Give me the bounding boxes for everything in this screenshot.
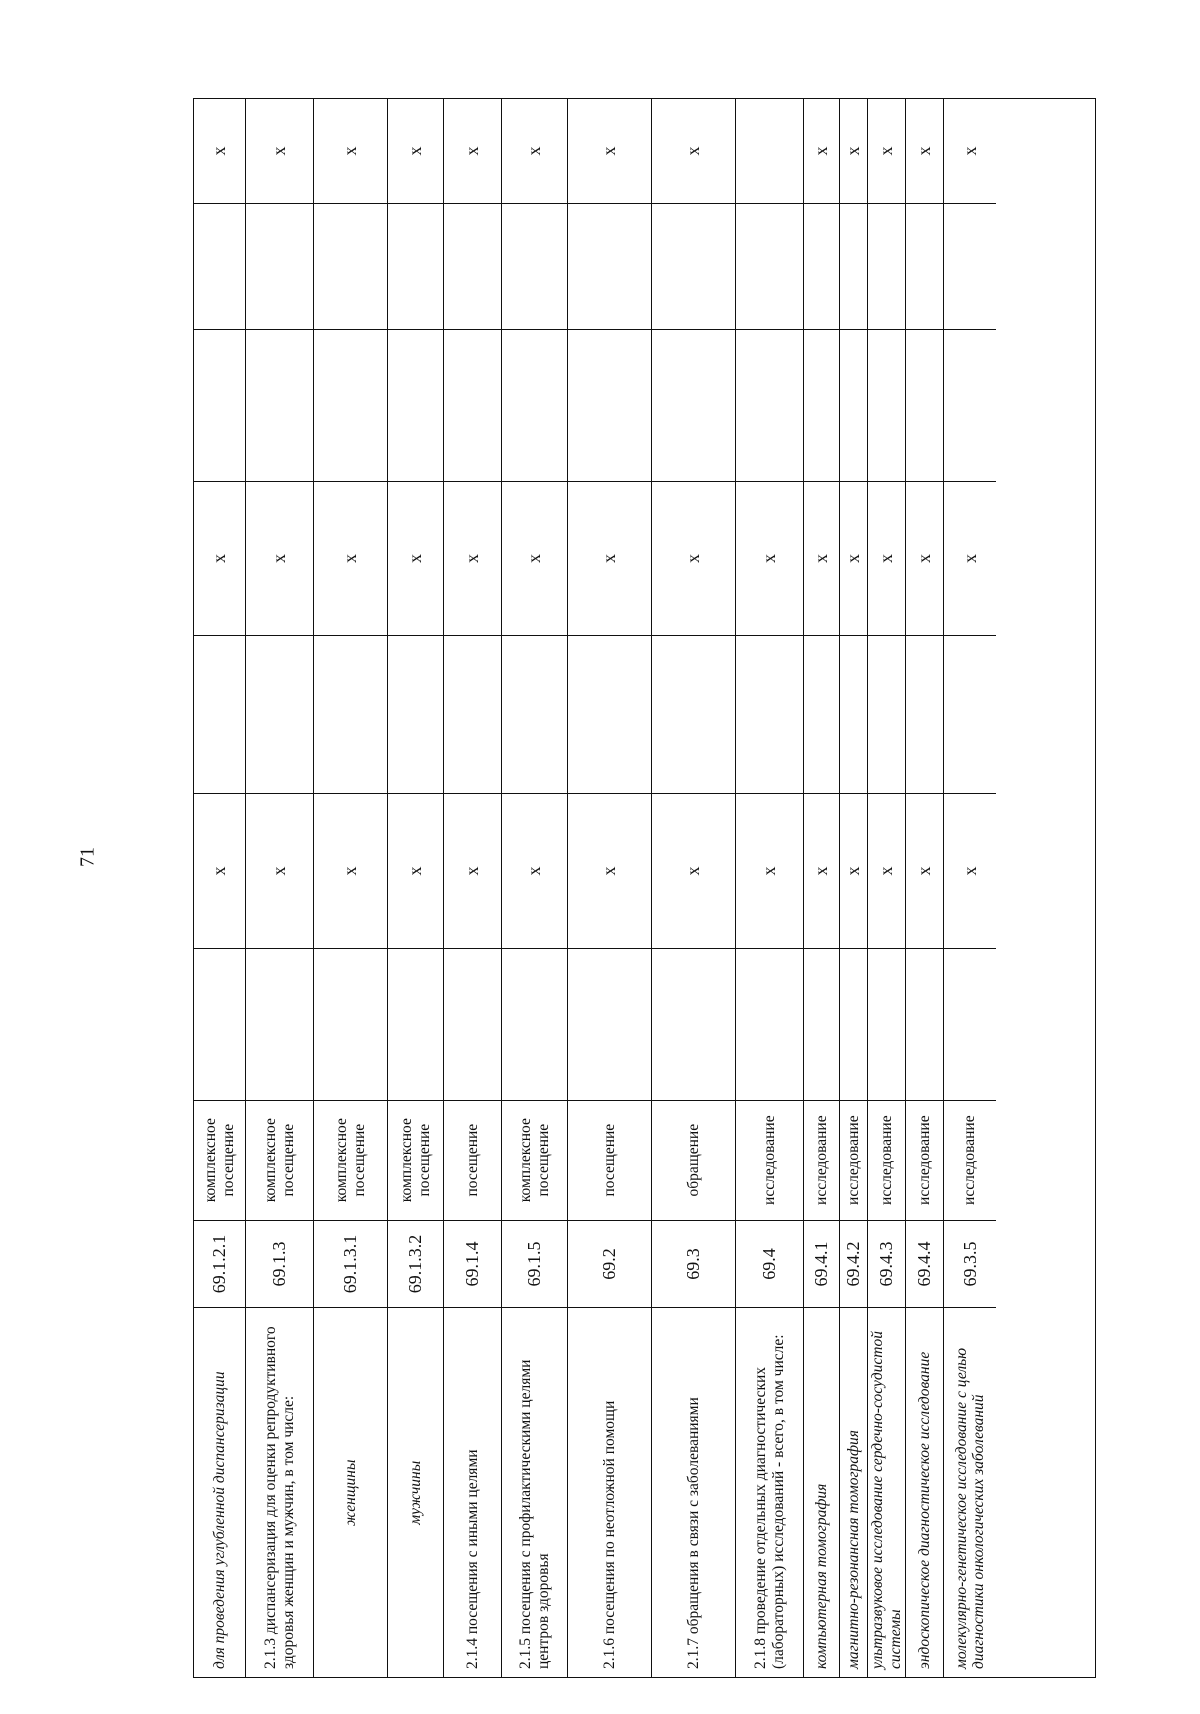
row-value xyxy=(246,635,313,793)
row-code: 69.1.3 xyxy=(246,1220,313,1308)
row-code: 69.3.5 xyxy=(944,1220,996,1308)
row-value: х xyxy=(599,146,620,156)
table-row xyxy=(736,99,804,1677)
row-label: магнитно-резонансная томография xyxy=(840,1308,867,1678)
row-value xyxy=(868,948,905,1100)
row-value: х xyxy=(502,481,567,636)
row-value xyxy=(568,635,651,793)
row-code: 69.2 xyxy=(568,1220,651,1308)
row-unit: исследование xyxy=(944,1100,996,1220)
table-row xyxy=(388,99,444,1677)
row-value: х xyxy=(269,146,290,156)
row-value xyxy=(840,329,867,481)
row-value: х xyxy=(568,793,651,948)
table-row xyxy=(568,99,652,1677)
row-value xyxy=(840,203,867,329)
row-value: х xyxy=(444,793,501,948)
row-value: х xyxy=(840,481,867,636)
row-unit: комплексное посещение xyxy=(246,1100,313,1220)
row-value xyxy=(804,948,839,1100)
row-value xyxy=(868,203,905,329)
row-label: 2.1.7 обращения в связи с заболеваниями xyxy=(652,1308,735,1678)
table-row xyxy=(246,99,314,1677)
row-value xyxy=(314,329,387,481)
table-row xyxy=(906,99,944,1677)
row-value: х xyxy=(405,146,426,156)
row-code: 69.1.3.2 xyxy=(388,1220,443,1308)
row-label: 2.1.3 диспансеризация для оценки репродуктивного здоровья женщин и мужчин, в том числе: xyxy=(246,1308,313,1678)
row-label: 2.1.8 проведение отдельных диагностических (лабораторных) исследований - всего, в том числе: xyxy=(736,1308,803,1678)
row-unit: исследование xyxy=(804,1100,839,1220)
row-value xyxy=(652,203,735,329)
row-value xyxy=(804,635,839,793)
row-code: 69.1.4 xyxy=(444,1220,501,1308)
row-value: х xyxy=(462,146,483,156)
row-value: х xyxy=(246,793,313,948)
row-value xyxy=(804,329,839,481)
row-value xyxy=(652,635,735,793)
table-row xyxy=(868,99,906,1677)
row-value xyxy=(804,203,839,329)
row-value xyxy=(444,329,501,481)
row-value xyxy=(944,329,996,481)
row-label: компьютерная томография xyxy=(804,1308,839,1678)
row-value: х xyxy=(804,793,839,948)
row-value xyxy=(246,948,313,1100)
row-value xyxy=(502,948,567,1100)
table-row xyxy=(502,99,568,1677)
row-value: х xyxy=(502,793,567,948)
row-unit: исследование xyxy=(868,1100,905,1220)
row-label: 2.1.4 посещения с иными целями xyxy=(444,1308,501,1678)
row-value: х xyxy=(876,146,897,156)
row-value xyxy=(568,948,651,1100)
row-label: 2.1.6 посещения по неотложной помощи xyxy=(568,1308,651,1678)
row-code: 69.4 xyxy=(736,1220,803,1308)
row-value xyxy=(736,948,803,1100)
table-row xyxy=(840,99,868,1677)
row-unit: посещение xyxy=(568,1100,651,1220)
row-value xyxy=(388,948,443,1100)
table-row xyxy=(652,99,736,1677)
row-value: х xyxy=(209,146,230,156)
row-value xyxy=(246,203,313,329)
row-unit: исследование xyxy=(736,1100,803,1220)
table-row xyxy=(194,99,246,1677)
row-value: х xyxy=(568,481,651,636)
row-code: 69.1.5 xyxy=(502,1220,567,1308)
row-code: 69.4.1 xyxy=(804,1220,839,1308)
row-label: мужчины xyxy=(388,1308,443,1678)
row-value xyxy=(502,329,567,481)
row-value: х xyxy=(906,793,943,948)
row-unit: обращение xyxy=(652,1100,735,1220)
row-value xyxy=(736,203,803,329)
row-value xyxy=(444,948,501,1100)
row-value xyxy=(388,635,443,793)
row-value xyxy=(840,948,867,1100)
row-value: х xyxy=(194,481,245,636)
row-value: х xyxy=(906,481,943,636)
row-code: 69.4.2 xyxy=(840,1220,867,1308)
row-code: 69.1.2.1 xyxy=(194,1220,245,1308)
row-value xyxy=(194,329,245,481)
row-value xyxy=(840,635,867,793)
row-value xyxy=(944,203,996,329)
row-value: х xyxy=(736,481,803,636)
row-value xyxy=(944,948,996,1100)
row-value xyxy=(736,329,803,481)
table-row xyxy=(314,99,388,1677)
row-value xyxy=(906,948,943,1100)
row-value xyxy=(502,203,567,329)
row-unit: исследование xyxy=(906,1100,943,1220)
row-value xyxy=(314,635,387,793)
row-code: 69.1.3.1 xyxy=(314,1220,387,1308)
row-label: молекулярно-генетическое исследование с целью диагностики онкологических заболеваний xyxy=(944,1308,996,1678)
row-value xyxy=(444,203,501,329)
row-value: х xyxy=(340,146,361,156)
row-value xyxy=(246,329,313,481)
table-row xyxy=(804,99,840,1677)
row-label: 2.1.5 посещения с профилактическими целями центров здоровья xyxy=(502,1308,567,1678)
row-value: х xyxy=(868,481,905,636)
row-code: 69.4.3 xyxy=(868,1220,905,1308)
row-value: х xyxy=(652,481,735,636)
row-value xyxy=(906,635,943,793)
row-value xyxy=(568,203,651,329)
row-unit: посещение xyxy=(444,1100,501,1220)
row-value xyxy=(314,948,387,1100)
row-value xyxy=(868,635,905,793)
row-value: х xyxy=(843,146,864,156)
row-unit: комплексное посещение xyxy=(314,1100,387,1220)
row-value: х xyxy=(914,146,935,156)
row-value: х xyxy=(524,146,545,156)
row-label: для проведения углубленной диспансеризации xyxy=(194,1308,245,1678)
row-value: х xyxy=(811,146,832,156)
row-value: х xyxy=(314,793,387,948)
row-value xyxy=(944,635,996,793)
row-label: эндоскопическое диагностическое исследование xyxy=(906,1308,943,1678)
row-value: х xyxy=(944,481,996,636)
row-code: 69.3 xyxy=(652,1220,735,1308)
row-value: х xyxy=(840,793,867,948)
row-value xyxy=(906,329,943,481)
row-value: х xyxy=(736,793,803,948)
row-value xyxy=(906,203,943,329)
row-value xyxy=(652,948,735,1100)
row-value: х xyxy=(388,481,443,636)
row-unit: комплексное посещение xyxy=(388,1100,443,1220)
row-value: х xyxy=(194,793,245,948)
row-unit: исследование xyxy=(840,1100,867,1220)
row-value xyxy=(194,948,245,1100)
row-value: х xyxy=(959,146,980,156)
table-row xyxy=(444,99,502,1677)
row-value xyxy=(736,99,803,203)
row-value xyxy=(194,203,245,329)
row-value xyxy=(388,329,443,481)
row-value xyxy=(868,329,905,481)
row-value xyxy=(194,635,245,793)
row-value xyxy=(736,635,803,793)
row-value: х xyxy=(804,481,839,636)
row-unit: комплексное посещение xyxy=(194,1100,245,1220)
row-value: х xyxy=(246,481,313,636)
row-label: ультразвуковое исследование сердечно-сосудистой системы xyxy=(868,1308,905,1678)
row-value xyxy=(502,635,567,793)
row-value xyxy=(652,329,735,481)
row-code: 69.4.4 xyxy=(906,1220,943,1308)
row-value xyxy=(388,203,443,329)
row-unit: комплексное посещение xyxy=(502,1100,567,1220)
row-value: х xyxy=(314,481,387,636)
row-value: х xyxy=(444,481,501,636)
row-label: женщины xyxy=(314,1308,387,1678)
row-value xyxy=(444,635,501,793)
row-value xyxy=(568,329,651,481)
row-value: х xyxy=(388,793,443,948)
row-value: х xyxy=(652,793,735,948)
row-value: х xyxy=(683,146,704,156)
page-number: 71 xyxy=(76,847,99,867)
table-row xyxy=(944,99,996,1677)
row-value xyxy=(314,203,387,329)
row-value: х xyxy=(868,793,905,948)
row-value: х xyxy=(944,793,996,948)
data-table xyxy=(193,98,1096,1678)
